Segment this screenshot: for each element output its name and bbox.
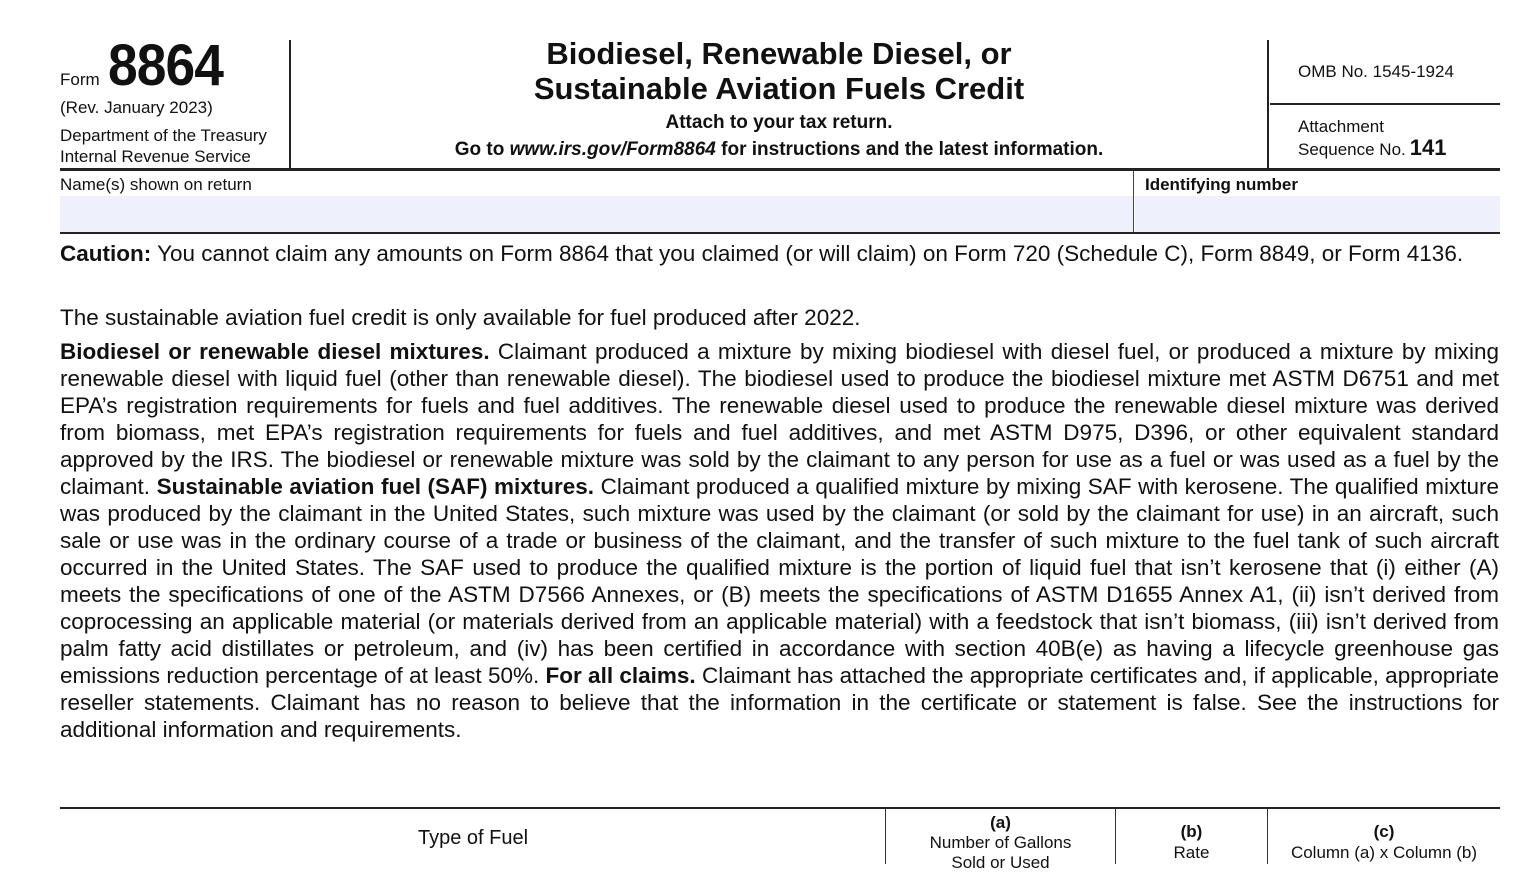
biodiesel-heading: Biodiesel or renewable diesel mixtures. (60, 339, 490, 364)
goto-instruction (292, 139, 1266, 161)
table-top-rule (60, 807, 1500, 809)
goto-suffix: for instructions and the latest information. (715, 139, 1104, 160)
column-b-letter: (b) (1180, 822, 1203, 841)
biodiesel-text: Claimant produced a mixture by mixing biodiesel with diesel fuel, or produced a mixture by mixing renewable diesel with liquid fuel (other than renewable diesel). The biodiesel used to produce the biodiesel mixture met ASTM D6751 and met EPA’s registration requirements for fuels and fuel additives. The renewable diesel used to produce the renewable diesel mixture was derived from biomass, met EPA’s registration requirements for fuels and fuel additives, and met ASTM D975, D396, or other equivalent standard approved by the IRS. The biodiesel or renewable mixture was sold by the claimant to any person for use as a fuel or was used as a fuel by the claimant. (60, 339, 1499, 499)
name-id-divider (1133, 171, 1134, 233)
fields-bottom-rule (60, 232, 1500, 234)
form-word: Form (60, 70, 100, 89)
revision-date: (Rev. January 2023) (60, 98, 213, 117)
omb-number: OMB No. 1545-1924 (1298, 62, 1454, 81)
column-a-header (886, 813, 1115, 873)
form-identifier (60, 34, 288, 168)
caution-paragraph (60, 240, 1499, 267)
irs-link[interactable]: www.irs.gov/Form8864 (509, 139, 716, 160)
caution-text: You cannot claim any amounts on Form 8864 that you claimed (or will claim) on Form 720 (Schedule C), Form 8849, or Form 4136. (151, 241, 1464, 266)
saf-text: Claimant produced a qualified mixture by mixing SAF with kerosene. The qualified mixture was produced by the claimant in the United States, such mixture was used by the claimant (or sold by the claimant for use) in an aircraft, such sale or use was in the ordinary course of a trade or business of the claimant, and the transfer of such mixture to the fuel tank of such aircraft occurred in the United States. The SAF used to produce the qualified mixture is the portion of liquid fuel that isn’t kerosene that (i) either (A) meets the specifications of one of the ASTM D7566 Annexes, or (B) meets the specifications of ASTM D1655 Annex A1, (ii) isn’t derived from coprocessing an applicable material (or materials derived from an applicable material) with a feedstock that isn’t biomass, (iii) isn’t derived from palm fatty acid distillates or petroleum, and (iv) has been certified in accordance with section 40B(e) as having a lifecycle greenhouse gas emissions reduction percentage of at least 50%. (60, 474, 1499, 688)
department (60, 125, 267, 167)
form-title-line1: Biodiesel, Renewable Diesel, or (546, 36, 1012, 71)
form-title-block (292, 36, 1266, 168)
column-c-letter: (c) (1373, 822, 1395, 841)
claims-heading: For all claims. (545, 663, 696, 688)
department-line2: Internal Revenue Service (60, 147, 251, 166)
omb-divider (1270, 103, 1500, 105)
identifying-number-input[interactable] (1135, 196, 1500, 232)
column-a-line2: Sold or Used (951, 853, 1050, 872)
attach-instruction: Attach to your tax return. (665, 112, 893, 133)
attachment-sequence (1298, 116, 1446, 160)
column-a-line1: Number of Gallons (929, 833, 1072, 852)
header-divider-right (1267, 40, 1269, 168)
goto-prefix: Go to (454, 139, 510, 160)
omb-block (1270, 40, 1500, 168)
mixtures-paragraph (60, 338, 1499, 743)
name-label: Name(s) shown on return (60, 175, 252, 194)
sequence-label: Sequence No. (1298, 140, 1406, 159)
sequence-number: 141 (1409, 135, 1447, 160)
column-b-label: Rate (1173, 843, 1210, 862)
column-c-label: Column (a) x Column (b) (1290, 843, 1478, 862)
form-title-line2: Sustainable Aviation Fuels Credit (533, 71, 1025, 106)
form-number: 8864 (108, 33, 224, 98)
header-divider-left (289, 40, 291, 168)
name-input[interactable] (60, 196, 1133, 232)
claims-text: Claimant has attached the appropriate certificates and, if applicable, appropriate reseller statements. Claimant has no reason to believe that the information in the certificate or statement is false. See the instructions for additional information and requirements. (60, 663, 1500, 742)
saf-heading: Sustainable aviation fuel (SAF) mixtures. (156, 474, 595, 499)
column-a-letter: (a) (990, 813, 1011, 832)
identifying-number-label: Identifying number (1145, 175, 1298, 194)
department-line1: Department of the Treasury (60, 126, 267, 145)
column-b-header (1116, 821, 1267, 863)
type-of-fuel-header: Type of Fuel (417, 827, 529, 849)
saf-availability-note: The sustainable aviation fuel credit is only available for fuel produced after 2022. (60, 305, 861, 330)
attachment-label: Attachment (1298, 117, 1384, 136)
column-c-header (1268, 821, 1500, 863)
caution-label: Caution: (60, 241, 152, 266)
header-bottom-rule (60, 168, 1500, 171)
